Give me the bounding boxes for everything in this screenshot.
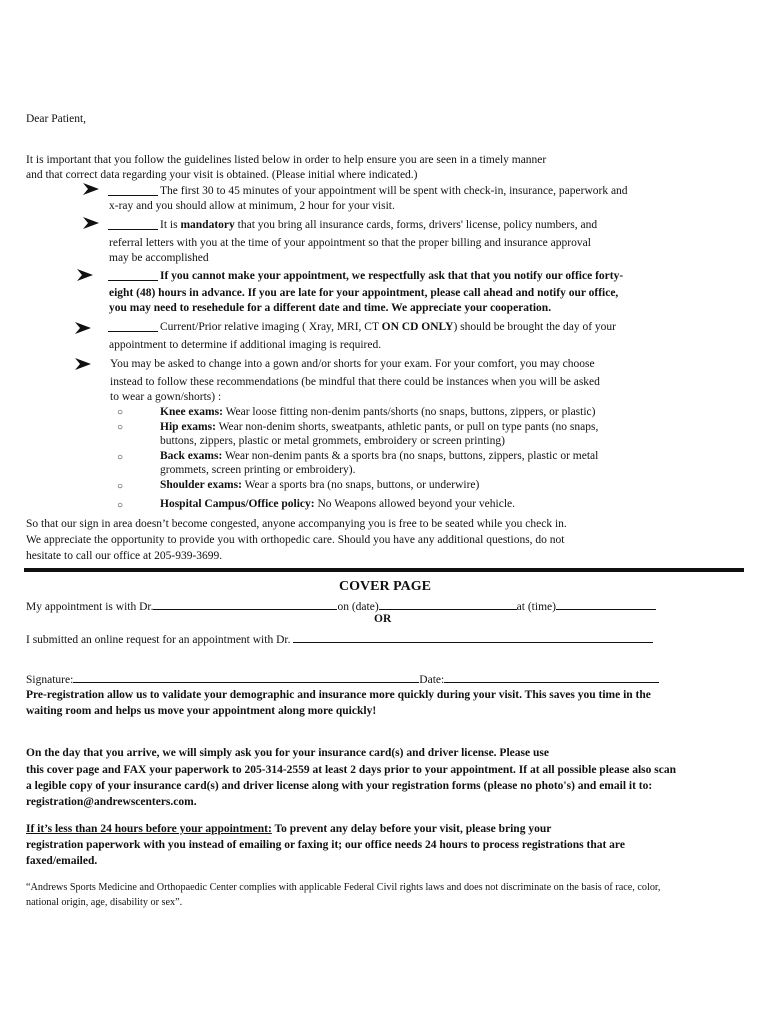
signature-date-field[interactable] <box>444 671 659 683</box>
closing-line-3: hesitate to call our office at 205-939-3699. <box>26 550 223 562</box>
initial-field-1[interactable] <box>108 184 158 196</box>
initial-field-3[interactable] <box>108 269 158 281</box>
intro-line-2: and that correct data regarding your visit is obtained. (Please initial where indicated.) <box>26 169 418 181</box>
item-1-line-2: x-ray and you should allow at minimum, 2 hour for your visit. <box>109 200 395 212</box>
greeting: Dear Patient, <box>26 113 87 125</box>
subitem-hospital: Hospital Campus/Office policy: No Weapons allowed beyond your vehicle. <box>160 498 516 510</box>
initial-field-2[interactable] <box>108 218 158 230</box>
civil-rights-line-1: “Andrews Sports Medicine and Orthopaedic Center complies with applicable Federal Civil rights laws and does not discriminate on the basis of race, color, <box>26 882 661 893</box>
registration-email: registration@andrewscenters.com. <box>26 796 197 808</box>
late-notice-line-1: If it’s less than 24 hours before your appointment: To prevent any delay before your visit, please bring your <box>26 823 552 835</box>
signature-line: Signature: Date: <box>26 671 659 688</box>
item-5-line-3: to wear a gown/shorts) : <box>110 391 222 403</box>
item-2-line-3: may be accomplished <box>109 252 209 264</box>
civil-rights-line-2: national origin, age, disability or sex”. <box>26 897 183 908</box>
cover-page-title: COVER PAGE <box>339 579 431 594</box>
item-5-line-1: You may be asked to change into a gown and/or shorts for your exam. For your comfort, you may choose <box>110 358 595 370</box>
section-divider <box>24 568 744 572</box>
circle-bullet-icon: ○ <box>117 481 124 492</box>
doctor-name-field[interactable] <box>153 598 337 610</box>
online-request-line: I submitted an online request for an appointment with Dr. <box>26 631 653 648</box>
subitem-back-line-2: grommets, screen printing or embroidery). <box>160 464 356 476</box>
signature-field[interactable] <box>73 671 419 683</box>
arrow-bullet-icon <box>77 269 93 281</box>
appointment-time-field[interactable] <box>556 598 656 610</box>
arrival-line-1: On the day that you arrive, we will simply ask you for your insurance card(s) and driver license. Please use <box>26 747 549 759</box>
item-4-line-1: Current/Prior relative imaging ( Xray, MRI, CT ON CD ONLY) should be brought the day of your <box>160 321 617 333</box>
subitem-back: Back exams: Wear non-denim pants & a sports bra (no snaps, buttons, zippers, plastic or metal <box>160 450 599 462</box>
or-separator: OR <box>374 613 392 625</box>
subitem-hip-line-2: buttons, zippers, plastic or metal grommets, embroidery or screen printing) <box>160 435 505 447</box>
closing-line-2: We appreciate the opportunity to provide you with orthopedic care. Should you have any additional questions, do not <box>26 534 565 546</box>
preregistration-line-2: waiting room and helps us move your appointment along more quickly! <box>26 705 377 717</box>
preregistration-line-1: Pre-registration allow us to validate your demographic and insurance more quickly during your visit. This saves you time in the <box>26 689 651 701</box>
item-3-line-3: you may need to resehedule for a different date and time. We appreciate your cooperation. <box>109 302 552 314</box>
online-doctor-field[interactable] <box>293 631 653 643</box>
initial-field-4[interactable] <box>108 320 158 332</box>
intro-line-1: It is important that you follow the guidelines listed below in order to help ensure you are seen in a timely manner <box>26 154 547 166</box>
arrow-bullet-icon <box>75 322 91 334</box>
arrow-bullet-icon <box>83 183 99 195</box>
item-2-line-2: referral letters with you at the time of your appointment so that the proper billing and insurance approval <box>109 237 591 249</box>
item-3-line-1: If you cannot make your appointment, we respectfully ask that that you notify our office forty- <box>160 270 624 282</box>
late-notice-line-3: faxed/emailed. <box>26 855 98 867</box>
subitem-hip: Hip exams: Wear non-denim shorts, sweatpants, athletic pants, or pull on type pants (no snaps, <box>160 421 599 433</box>
appointment-line: My appointment is with Dr. on (date) at (time) <box>26 598 656 615</box>
closing-line-1: So that our sign in area doesn’t become congested, anyone accompanying you is free to be seated while you check in. <box>26 518 567 530</box>
arrow-bullet-icon <box>75 358 91 370</box>
late-notice-line-2: registration paperwork with you instead of emailing or faxing it; our office needs 24 hours to process registrations that are <box>26 839 625 851</box>
circle-bullet-icon: ○ <box>117 500 124 511</box>
subitem-knee: Knee exams: Wear loose fitting non-denim pants/shorts (no snaps, buttons, zippers, or plastic) <box>160 406 596 418</box>
item-1-line-1: The first 30 to 45 minutes of your appointment will be spent with check-in, insurance, paperwork and <box>160 185 628 197</box>
arrival-line-2: this cover page and FAX your paperwork to 205-314-2559 at least 2 days prior to your appointment. If at all possible please also scan <box>26 764 676 776</box>
arrow-bullet-icon <box>83 217 99 229</box>
item-3-line-2: eight (48) hours in advance. If you are late for your appointment, please call ahead and notify our office, <box>109 287 619 299</box>
item-5-line-2: instead to follow these recommendations (be mindful that there could be instances when you will be asked <box>110 376 600 388</box>
circle-bullet-icon: ○ <box>117 407 124 418</box>
subitem-shoulder: Shoulder exams: Wear a sports bra (no snaps, buttons, or underwire) <box>160 479 480 491</box>
arrival-line-3: a legible copy of your insurance card(s) and driver license along with your registration forms (please no photo's) and email it to: <box>26 780 653 792</box>
appointment-date-field[interactable] <box>379 598 517 610</box>
circle-bullet-icon: ○ <box>117 422 124 433</box>
item-2-line-1: It is mandatory that you bring all insurance cards, forms, drivers' license, policy numbers, and <box>160 219 598 231</box>
item-4-line-2: appointment to determine if additional imaging is required. <box>109 339 382 351</box>
circle-bullet-icon: ○ <box>117 452 124 463</box>
